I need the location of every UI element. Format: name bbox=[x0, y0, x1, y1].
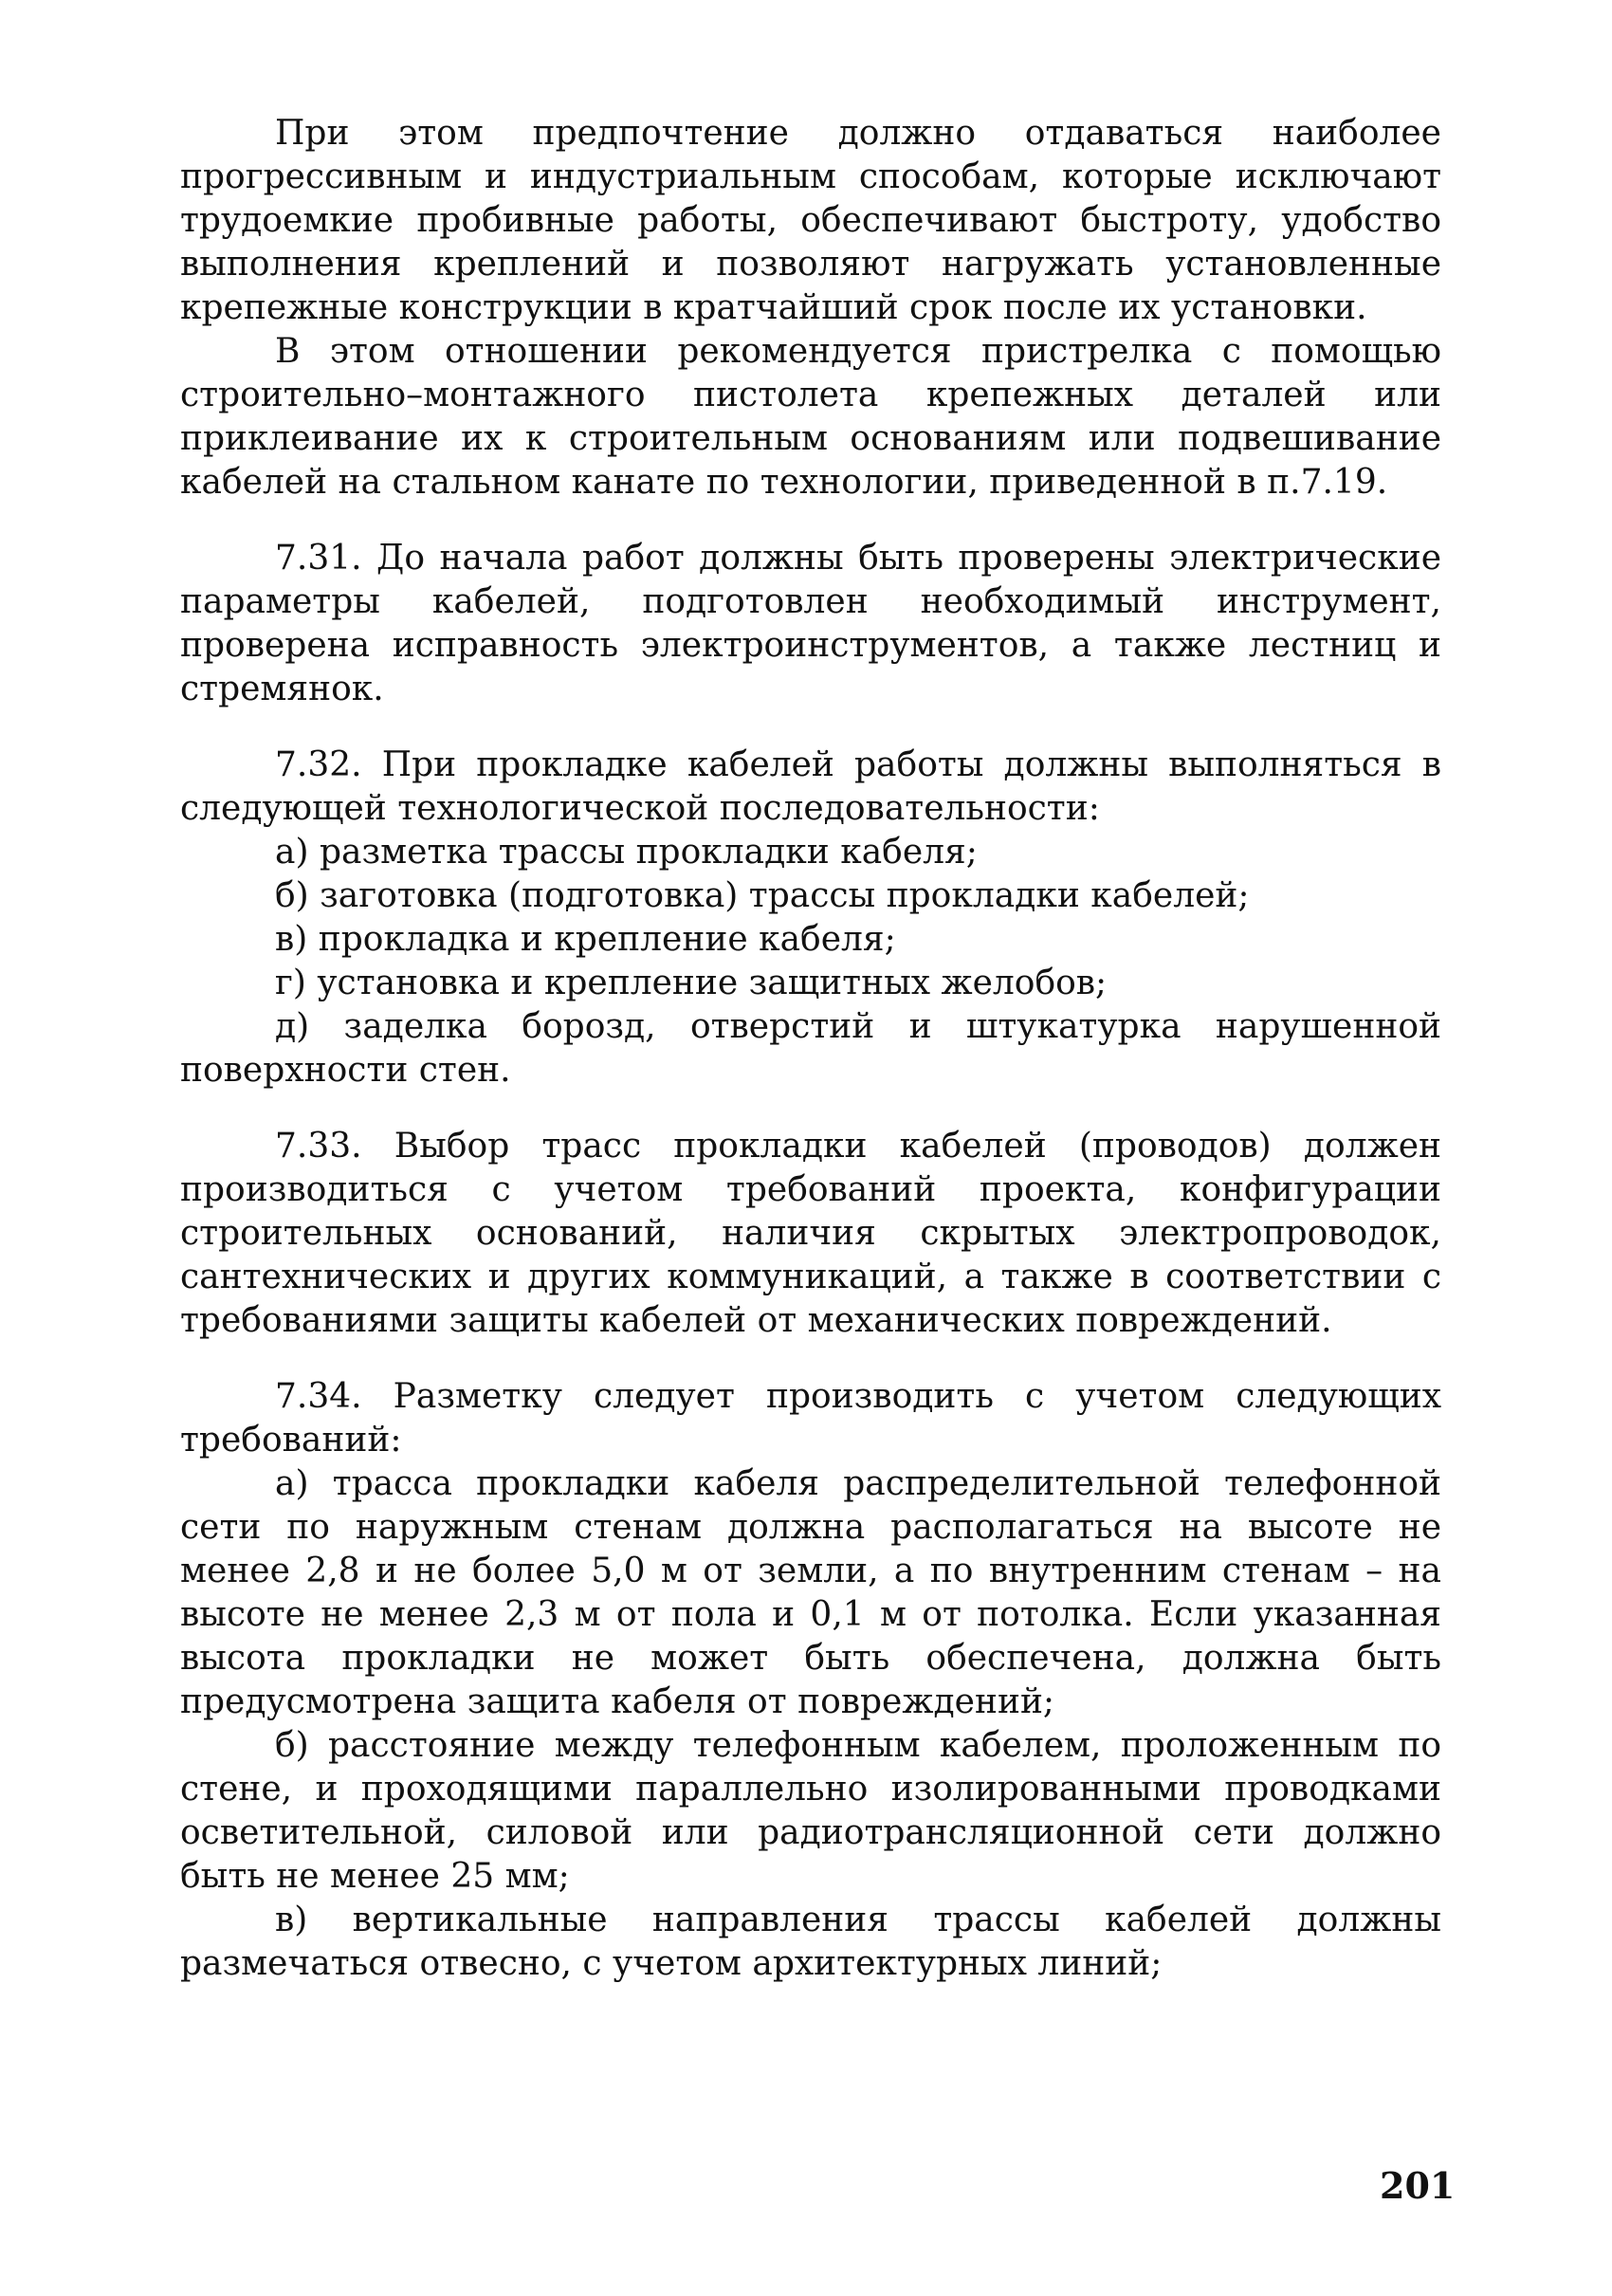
list-item: в) вертикальные направления трассы кабелей должны размечаться отвесно, с учетом архитектурных линий; bbox=[180, 1901, 1441, 1983]
list-item: в) прокладка и крепление кабеля; bbox=[275, 920, 896, 959]
list-item: а) разметка трассы прокладки кабеля; bbox=[275, 833, 978, 872]
paragraph-intro: При этом предпочтение должно отдаваться наиболее прогрессивным и индустриальным способам, которые исключают трудоемкие пробивные работы, обеспечивают быстроту, удобство выполнения креплений и позволяют нагружать установленные крепежные конструкции в кратчайший срок после их установки. bbox=[180, 114, 1441, 327]
list-item: б) расстояние между телефонным кабелем, проложенным по стене, и проходящими параллельно изолированными проводками осветительной, силовой или радиотрансляционной сети должно быть не менее 25 мм; bbox=[180, 1726, 1441, 1896]
list-item: г) установка и крепление защитных желобов; bbox=[275, 964, 1108, 1002]
paragraph-7-31: 7.31. До начала работ должны быть проверены электрические параметры кабелей, подготовлен необходимый инструмент, проверена исправность электроинструментов, а также лестниц и стремянок. bbox=[180, 539, 1441, 708]
paragraph-7-33: 7.33. Выбор трасс прокладки кабелей (проводов) должен производиться с учетом требований проекта, конфигурации строительных оснований, наличия скрытых электропроводок, сантехнических и других коммуникаций, а также в соответствии с требованиями защиты кабелей от механических повреждений. bbox=[180, 1127, 1441, 1340]
page-number: 201 bbox=[1380, 2164, 1456, 2207]
list-7-34 bbox=[180, 1462, 1441, 1986]
paragraph-recommendation: В этом отношении рекомендуется пристрелка с помощью строительно–монтажного пистолета крепежных деталей или приклеивание их к строительным основаниям или подвешивание кабелей на стальном канате по технологии, приведенной в п.7.19. bbox=[180, 332, 1441, 502]
list-item: д) заделка борозд, отверстий и штукатурка нарушенной поверхности стен. bbox=[180, 1007, 1441, 1090]
document-page bbox=[180, 112, 1441, 2246]
list-item: а) трасса прокладки кабеля распределительной телефонной сети по наружным стенам должна располагаться на высоте не менее 2,8 и не более 5,0 м от земли, а по внутренним стенам – на высоте не менее 2,3 м от пола и 0,1 м от потолка. Если указанная высота прокладки не может быть обеспечена, должна быть предусмотрена защита кабеля от повреждений; bbox=[180, 1464, 1441, 1721]
list-item: б) заготовка (подготовка) трассы прокладки кабелей; bbox=[275, 876, 1250, 915]
paragraph-7-34: 7.34. Разметку следует производить с учетом следующих требований: bbox=[180, 1377, 1441, 1460]
list-7-32 bbox=[180, 831, 1441, 1093]
paragraph-7-32: 7.32. При прокладке кабелей работы должны выполняться в следующей технологической последовательности: bbox=[180, 745, 1441, 828]
